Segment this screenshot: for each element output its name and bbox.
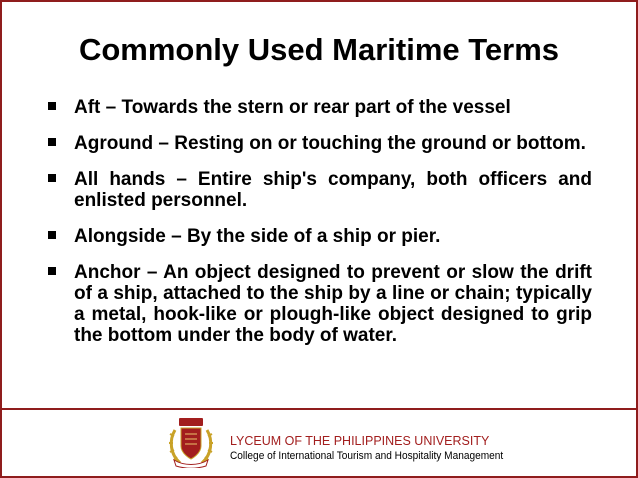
square-bullet-icon (48, 138, 56, 146)
square-bullet-icon (48, 174, 56, 182)
square-bullet-icon (48, 231, 56, 239)
list-item (48, 97, 592, 118)
term-text: Anchor – An object designed to prevent or slow the drift of a ship, attached to the ship by a line or chain; typically a metal, hook-like or plough-like object designed to grip the bottom under the body of water. (74, 262, 592, 346)
term-text: Aft – Towards the stern or rear part of the vessel (74, 97, 511, 118)
term-text: Aground – Resting on or touching the ground or bottom. (74, 133, 586, 154)
list-item (48, 169, 592, 211)
terms-list (48, 97, 592, 361)
square-bullet-icon (48, 267, 56, 275)
college-name: College of International Tourism and Hospitality Management (230, 450, 504, 462)
lyceum-seal-icon (166, 416, 216, 468)
list-item (48, 226, 592, 247)
square-bullet-icon (48, 102, 56, 110)
footer (2, 408, 636, 476)
university-name: LYCEUM OF THE PHILIPPINES UNIVERSITY (230, 434, 490, 448)
slide-title: Commonly Used Maritime Terms (78, 32, 560, 67)
term-text: All hands – Entire ship's company, both officers and enlisted personnel. (74, 169, 592, 211)
term-text: Alongside – By the side of a ship or pier. (74, 226, 441, 247)
list-item (48, 262, 592, 346)
list-item (48, 133, 592, 154)
